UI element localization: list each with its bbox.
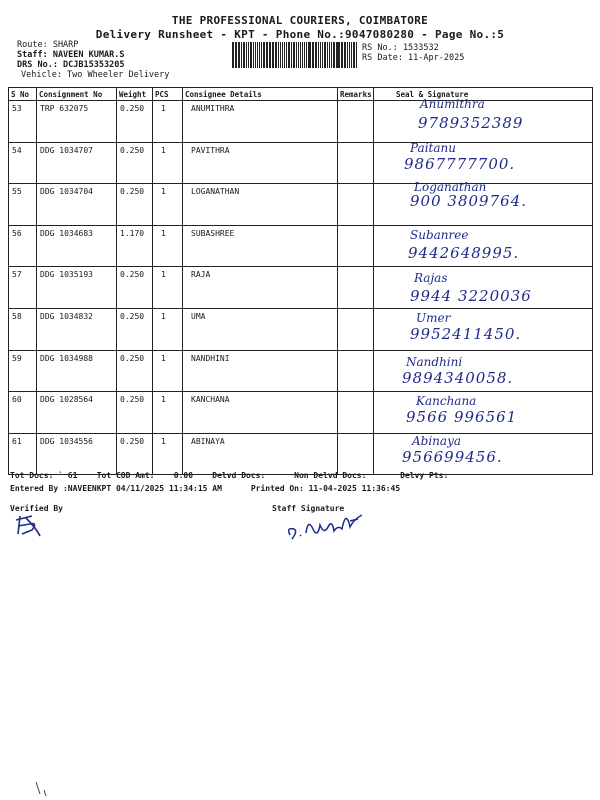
row-seal-signature xyxy=(374,142,593,184)
col-sno: S No xyxy=(9,88,37,101)
meta-left-block xyxy=(17,40,169,80)
handwritten-name: Paitanu xyxy=(410,140,456,155)
row-consignment-no: DDG 1028564 xyxy=(37,392,117,434)
row-consignment-no: DDG 1034707 xyxy=(37,142,117,184)
col-consignee: Consignee Details xyxy=(183,88,338,101)
runsheet-table xyxy=(8,87,593,475)
row-pcs: 1 xyxy=(153,392,183,434)
col-remarks: Remarks xyxy=(338,88,374,101)
handwritten-phone: 9789352389 xyxy=(418,114,524,132)
handwritten-phone: 9944 3220036 xyxy=(410,287,532,306)
row-weight: 0.250 xyxy=(117,350,153,392)
row-seal-signature xyxy=(374,433,593,475)
row-remarks xyxy=(338,142,374,184)
row-weight: 1.170 xyxy=(117,225,153,267)
row-weight: 0.250 xyxy=(117,392,153,434)
row-consignee: LOGANATHAN xyxy=(183,184,338,226)
row-remarks xyxy=(338,101,374,143)
row-remarks xyxy=(338,350,374,392)
row-sno: 57 xyxy=(9,267,37,309)
handwritten-phone: 9952411450. xyxy=(410,324,522,343)
row-sno: 60 xyxy=(9,392,37,434)
table-row xyxy=(9,225,593,267)
table-row xyxy=(9,433,593,475)
row-consignee: SUBASHREE xyxy=(183,225,338,267)
meta-right-block xyxy=(362,43,464,63)
document-title: THE PROFESSIONAL COURIERS, COIMBATORE xyxy=(171,14,429,27)
row-seal-signature xyxy=(374,308,593,350)
handwritten-name: Loganathan xyxy=(414,180,487,195)
handwritten-name: Rajas xyxy=(414,271,448,286)
row-consignee: PAVITHRA xyxy=(183,142,338,184)
table-row xyxy=(9,308,593,350)
row-consignee: ANUMITHRA xyxy=(183,101,338,143)
table-row xyxy=(9,392,593,434)
entered-printed-line: Entered By :NAVEENKPT 04/11/2025 11:34:15 AM Printed On: 11-04-2025 11:36:45 xyxy=(10,484,401,493)
table-row xyxy=(9,267,593,309)
staff-signature-label: Staff Signature xyxy=(272,504,345,513)
table-row xyxy=(9,101,593,143)
rs-no-text: RS No.: 1533532 xyxy=(362,43,439,53)
row-seal-signature xyxy=(374,225,593,267)
table-header-row xyxy=(9,88,593,101)
handwritten-name: Subanree xyxy=(410,227,469,242)
table-row xyxy=(9,142,593,184)
row-pcs: 1 xyxy=(153,184,183,226)
row-consignment-no: DDG 1034704 xyxy=(37,184,117,226)
vehicle-text: Vehicle: Two Wheeler Delivery xyxy=(21,70,170,80)
handwritten-phone: 9867777700. xyxy=(404,154,516,173)
table-row xyxy=(9,184,593,226)
row-remarks xyxy=(338,308,374,350)
handwritten-name: Umer xyxy=(416,310,451,325)
col-consignment: Consignment No xyxy=(37,88,117,101)
row-remarks xyxy=(338,433,374,475)
row-weight: 0.250 xyxy=(117,267,153,309)
row-pcs: 1 xyxy=(153,142,183,184)
handwritten-name: Abinaya xyxy=(412,433,462,448)
row-remarks xyxy=(338,392,374,434)
row-consignment-no: TRP 632075 xyxy=(37,101,117,143)
row-weight: 0.250 xyxy=(117,308,153,350)
handwritten-phone: 9894340058. xyxy=(402,368,514,387)
barcode-image xyxy=(232,42,358,68)
row-pcs: 1 xyxy=(153,101,183,143)
row-seal-signature xyxy=(374,180,593,226)
verified-signature-scribble xyxy=(12,512,42,538)
col-pcs: PCS xyxy=(153,88,183,101)
row-sno: 59 xyxy=(9,350,37,392)
row-pcs: 1 xyxy=(153,308,183,350)
rs-date-text: RS Date: 11-Apr-2025 xyxy=(362,53,465,63)
row-consignment-no: DDG 1034988 xyxy=(37,350,117,392)
row-weight: 0.250 xyxy=(117,142,153,184)
row-sno: 54 xyxy=(9,142,37,184)
row-remarks xyxy=(338,267,374,309)
totals-line: Tot Docs: ` 61 Tot COD Amt: 0.00 Delvd Docs: Non Delvd Docs: Delvy Pts: xyxy=(10,471,449,480)
handwritten-name: Nandhini xyxy=(406,354,463,369)
row-consignee: KANCHANA xyxy=(183,392,338,434)
drs-text: DRS No.: DCJB15353205 xyxy=(17,60,125,70)
row-sno: 56 xyxy=(9,225,37,267)
row-consignee: RAJA xyxy=(183,267,338,309)
route-text: Route: SHARP xyxy=(17,40,79,50)
row-consignee: UMA xyxy=(183,308,338,350)
row-pcs: 1 xyxy=(153,433,183,475)
row-sno: 55 xyxy=(9,184,37,226)
row-consignment-no: DDG 1034556 xyxy=(37,433,117,475)
handwritten-phone: 9442648995. xyxy=(408,243,520,262)
handwritten-phone: 900 3809764. xyxy=(410,192,527,211)
handwritten-name: Anumithra xyxy=(420,97,485,111)
row-sno: 53 xyxy=(9,101,37,143)
row-seal-signature xyxy=(374,350,593,392)
row-weight: 0.250 xyxy=(117,433,153,475)
table-row xyxy=(9,350,593,392)
row-consignment-no: DDG 1034832 xyxy=(37,308,117,350)
handwritten-name: Kanchana xyxy=(416,394,477,409)
row-consignee: ABINAYA xyxy=(183,433,338,475)
row-pcs: 1 xyxy=(153,225,183,267)
staff-signature-scribble xyxy=(284,505,374,545)
col-weight: Weight xyxy=(117,88,153,101)
row-seal-signature xyxy=(374,267,593,309)
row-pcs: 1 xyxy=(153,267,183,309)
row-sno: 61 xyxy=(9,433,37,475)
row-remarks xyxy=(338,225,374,267)
row-weight: 0.250 xyxy=(117,101,153,143)
row-pcs: 1 xyxy=(153,350,183,392)
row-sno: 58 xyxy=(9,308,37,350)
row-seal-signature xyxy=(374,97,593,143)
col-seal-signature: Seal & Signature xyxy=(374,88,593,101)
document-subtitle: Delivery Runsheet - KPT - Phone No.:9047080280 - Page No.:5 xyxy=(95,28,505,41)
row-seal-signature xyxy=(374,392,593,434)
row-consignee: NANDHINI xyxy=(183,350,338,392)
row-remarks xyxy=(338,184,374,226)
scan-mark xyxy=(30,780,60,800)
staff-text: Staff: NAVEEN KUMAR.S xyxy=(17,50,125,60)
row-consignment-no: DDG 1035193 xyxy=(37,267,117,309)
handwritten-phone: 9566 996561 xyxy=(406,408,518,427)
verified-by-label: Verified By xyxy=(10,504,63,513)
row-weight: 0.250 xyxy=(117,184,153,226)
handwritten-phone: 956699456. xyxy=(402,447,503,466)
row-consignment-no: DDG 1034683 xyxy=(37,225,117,267)
